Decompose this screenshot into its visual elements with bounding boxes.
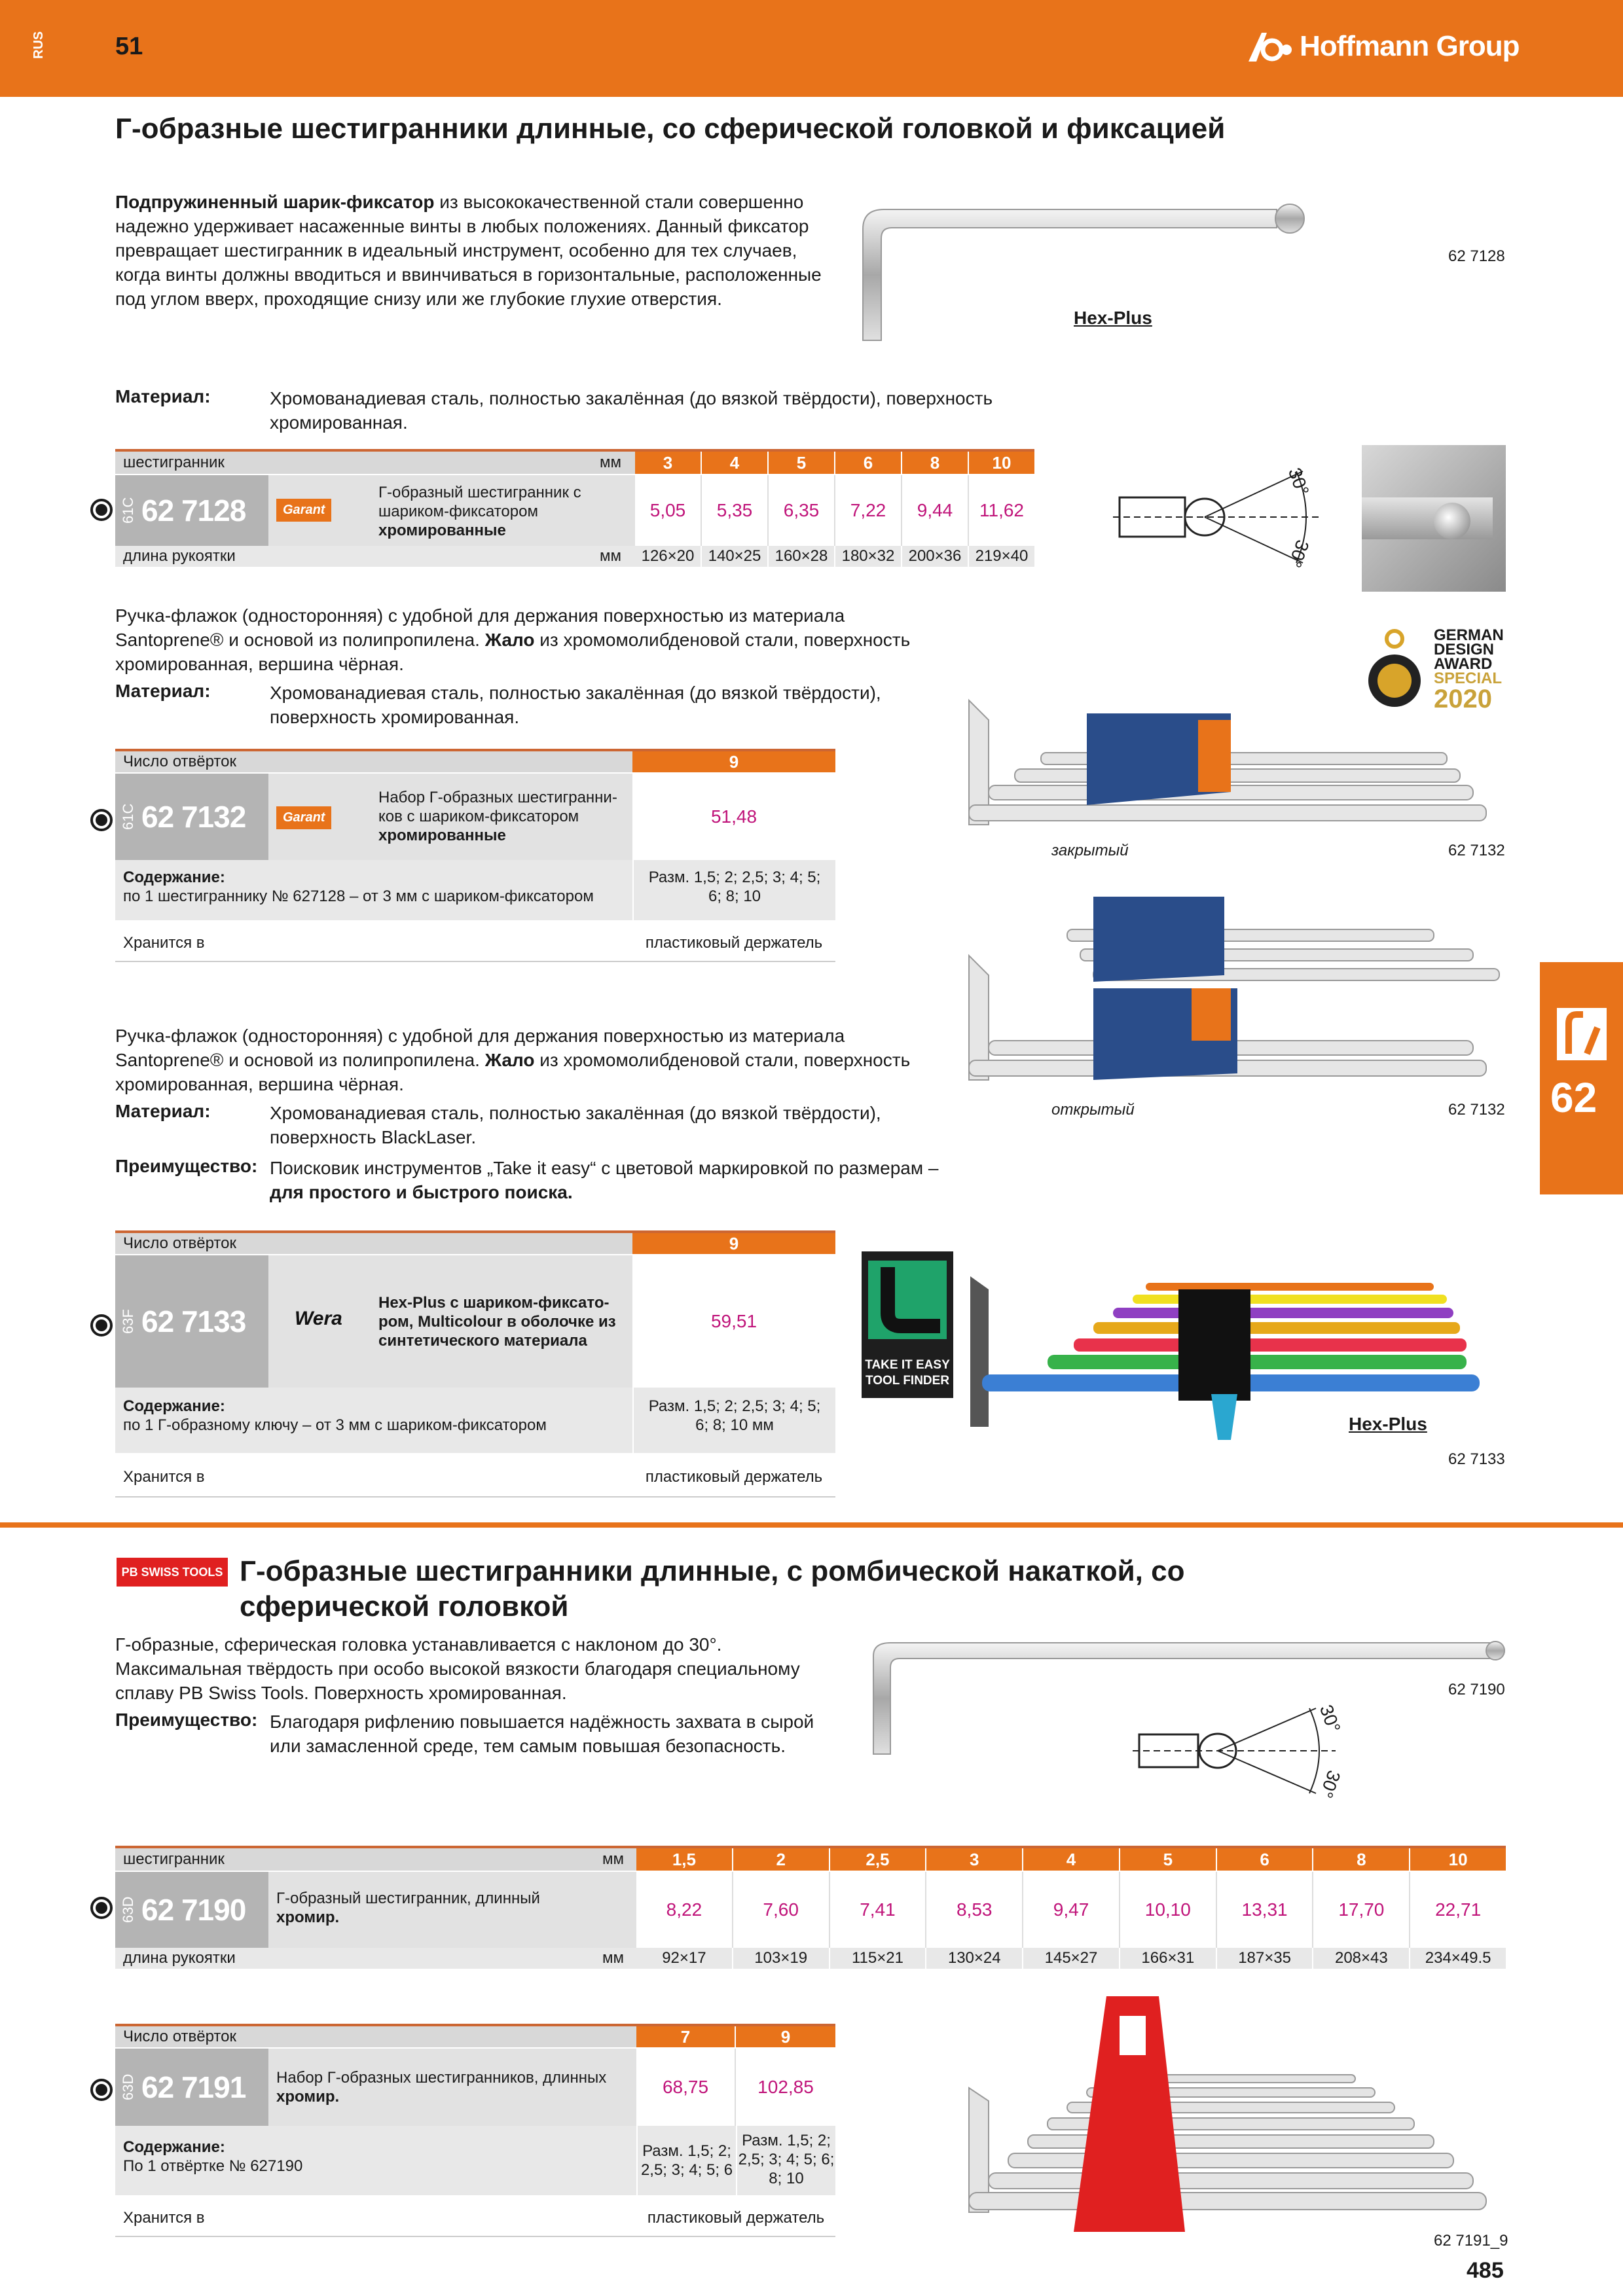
price-row [635,475,1034,546]
ball-detail-photo [1362,445,1506,592]
sizes-line: 2,5; 3; 4; 5; 6 [640,2161,733,2179]
article-description [378,483,581,540]
page-number-left: 51 [115,33,143,60]
table-header-label: шестигранник [115,1848,636,1871]
article-code-block [115,774,268,860]
brand-name: Hoffmann Group [1300,30,1520,62]
text-span: из хромомолибденовой стали, поверхность [534,1050,911,1070]
page-number-right: 485 [1467,2258,1504,2283]
award-line: SPECIAL [1434,670,1503,687]
length-cell: 103×19 [733,1948,830,1969]
award-line: DESIGN [1434,641,1495,658]
size-header: 3 [635,452,702,474]
sizes-line: 6; 8; 10 мм [695,1416,774,1434]
size-header: 8 [902,452,969,474]
set7133-description [115,1024,966,1096]
size-header: 2,5 [830,1848,927,1871]
price-cell: 5,05 [635,475,702,546]
caption-open: открытый [1051,1101,1135,1119]
desc-line: Г-образный шестигранник, длинный [276,1890,540,1907]
table-unit: мм [602,1850,624,1868]
length-cell: 126×20 [635,546,702,567]
storage-label-cell [115,1456,632,1498]
size-header: 6 [1217,1848,1314,1871]
content-text: по 1 Г-образному ключу – от 3 мм с шариком-фиксатором [123,1416,547,1434]
finder-line: TAKE IT EASY [865,1358,950,1372]
text-line: Максимальная твёрдость при особо высокой вязкости благодаря специальному [115,1659,800,1679]
text-span: из хромомолибденовой стали, поверхность [534,630,911,650]
desc-line: хромир. [276,2088,340,2106]
length-cell: 208×43 [1313,1948,1410,1969]
size-header: 3 [926,1848,1023,1871]
size-header: 2 [733,1848,830,1871]
article-code-block [115,475,268,546]
wrench-icon [1557,1008,1607,1060]
length-label: длина рукоятки [115,1948,636,1969]
hexplus-logo: Hex-Plus [1074,308,1152,328]
select-radio-627190[interactable] [90,1897,113,1919]
award-line: 2020 [1434,685,1492,713]
language-code: RUS [31,31,46,59]
content-cell [115,1388,632,1453]
angle-label-top: 30° [1315,1702,1345,1736]
count-label: Число отвёрток [115,2026,636,2047]
storage-label: Хранится в [123,1468,205,1486]
length-cell: 115×21 [830,1948,927,1969]
length-cell: 200×36 [902,546,969,567]
desc-line: Hex-Plus с шариком-фиксато- [378,1294,610,1312]
sizes-line: 6; 8; 10 [708,888,761,905]
article-code[interactable]: 62 7132 [141,800,246,834]
price-cell: 6,35 [769,475,835,546]
length-unit: мм [600,547,621,565]
section-title: Г-образные шестигранники длинные, со сферической головкой и фиксацией [115,113,1226,145]
code-prefix: 63D [120,2073,136,2100]
advantage-text [270,1156,990,1204]
length-cell: 130×24 [926,1948,1023,1969]
select-radio-627128[interactable] [90,499,113,521]
set7132-description [115,603,966,676]
code-prefix: 61C [120,803,136,830]
size-header-row [635,452,1034,474]
photo-ball [1434,503,1470,539]
text-bold: Жало [479,1050,535,1070]
article-code-block [115,2049,268,2126]
storage-label: Хранится в [123,2209,205,2227]
storage-value: пластиковый держатель [647,2209,825,2227]
storage-label: Хранится в [123,934,205,952]
length-cell: 219×40 [975,547,1029,565]
article-description-cell [268,2049,636,2126]
size-header: 1,5 [636,1848,733,1871]
material-text [270,681,990,729]
length-row [636,1948,1506,1969]
garant-logo: Garant [276,806,331,829]
award-line: AWARD [1434,655,1493,673]
price-cell: 10,10 [1120,1872,1217,1948]
desc-line: хромир. [276,1909,340,1926]
price-cell: 8,22 [636,1872,733,1948]
price-cell: 7,60 [733,1872,830,1948]
article-description-cell [268,774,632,860]
price-cell: 7,22 [835,475,902,546]
hex-key-icon [868,1261,947,1339]
hexplus-logo: Hex-Plus [1349,1414,1427,1434]
size-header: 6 [835,452,902,474]
angle-diagram-2 [1126,1695,1342,1806]
table-unit: мм [600,454,621,471]
caption-closed: закрытый [1051,842,1129,859]
storage-value: пластиковый держатель [645,934,823,952]
title-line: Г-образные шестигранники длинные, с ромбической накаткой, со [240,1555,1185,1587]
price-row [636,1872,1506,1948]
advantage-label: Преимущество: [115,1156,258,1176]
text-line: Ручка-флажок (односторонняя) с удобной для держания поверхностью из материала [115,605,845,626]
length-unit: мм [602,1949,624,1967]
image-code-627133: 62 7133 [1448,1450,1505,1468]
price-cell: 68,75 [636,2049,736,2126]
article-description [276,2068,606,2106]
text-line: Хромованадиевая сталь, полностью закалённая (до вязкой твёрдости), [270,683,881,703]
content-cell [115,2126,636,2195]
table-header-label: шестигранник [115,452,635,474]
desc-line: синтетического материала [378,1332,587,1350]
desc-line: хромированные [378,522,506,539]
text-line: Поисковик инструментов „Take it easy“ с цветовой маркировкой по размерам – [270,1158,939,1178]
tool-finder-text [862,1357,953,1389]
angle-label-top: 30° [1284,465,1313,499]
price-cell: 13,31 [1217,1872,1314,1948]
article-code[interactable]: 62 7190 [141,1893,246,1927]
text-line: Ручка-флажок (односторонняя) с удобной для держания поверхностью из материала [115,1026,845,1046]
table-627132 [115,749,835,983]
price-cell: 59,51 [710,1311,757,1331]
advantage-text [270,1710,924,1758]
article-description [276,1889,540,1927]
hoffmann-logo-icon [1247,30,1293,63]
price-cell: 9,44 [902,475,969,546]
code-prefix: 63D [120,1896,136,1923]
price-cell: 5,35 [702,475,769,546]
count-header: 7 [636,2026,736,2047]
award-line: GERMAN [1434,626,1504,644]
material-text [270,1101,990,1149]
price-cell: 9,47 [1023,1872,1120,1948]
title-line: сферической головкой [240,1590,569,1623]
sizes-line: Разм. 1,5; 2; 2,5; 3; 4; 5; [648,1397,821,1415]
price-cell: 8,53 [926,1872,1023,1948]
brand-logo [1247,30,1520,63]
size-header-row [636,1848,1506,1871]
intro-bold: Подпружиненный шарик-фиксатор [115,192,435,212]
price-cell: 102,85 [757,2077,814,2097]
angle-label-bottom: 30° [1284,537,1313,571]
article-description-cell [268,1255,632,1388]
desc-line: Набор Г-образных шестигранников, длинных [276,2069,607,2087]
intro-paragraph [115,190,835,311]
content-text: по 1 шестиграннику № 627128 – от 3 мм с шариком-фиксатором [123,888,594,905]
size-header: 10 [1410,1848,1506,1871]
select-radio-627191[interactable] [90,2079,113,2101]
price-cell: 11,62 [979,500,1024,520]
desc-line: ков с шариком-фиксатором [378,808,579,825]
image-code-627132: 62 7132 [1448,842,1505,859]
image-code-627128: 62 7128 [1448,247,1505,265]
material-label: Материал: [115,1101,211,1121]
garant-logo: Garant [276,499,331,522]
sizes-line: Разм. 1,5; 2; [642,2142,731,2160]
price-cell: 51,48 [710,806,757,827]
article-code[interactable]: 62 7128 [141,493,246,528]
price-cell: 7,41 [830,1872,927,1948]
sizes-cell [636,2126,736,2195]
storage-value-cell [632,1456,835,1498]
table-627190 [115,1846,1506,1970]
content-label: Содержание: [123,2138,225,2156]
content-label: Содержание: [123,1397,225,1415]
storage-label-cell [115,2198,636,2237]
chapter-side-tab[interactable] [1540,962,1623,1194]
desc-line: Г-образный шестигранник с [378,484,581,501]
price-cell: 17,70 [1313,1872,1410,1948]
text-span: Santoprene® и основой из полипропилена. [115,1050,480,1070]
section2-paragraph [115,1632,901,1705]
text-line: Г-образные, сферическая головка устанавливается с наклоном до 30°. [115,1634,722,1655]
section-divider [0,1522,1623,1528]
text-line: для простого и быстрого поиска. [270,1182,573,1202]
count-header: 9 [632,1233,835,1254]
pb-set-image [962,1990,1506,2238]
text-line: Благодаря рифлению повышается надёжность захвата в сырой [270,1712,814,1732]
image-code-627190: 62 7190 [1448,1681,1505,1698]
text-line: сплаву PB Swiss Tools. Поверхность хромированная. [115,1683,567,1703]
table-627133 [115,1230,835,1509]
article-code[interactable]: 62 7191 [141,2070,246,2104]
tool-finder-badge [862,1251,953,1398]
advantage-label: Преимущество: [115,1710,258,1730]
length-cell: 187×35 [1217,1948,1314,1969]
length-cell: 180×32 [835,546,902,567]
size-header: 5 [769,452,835,474]
content-text: По 1 отвёртке № 627190 [123,2157,303,2175]
angle-label-bottom: 30° [1315,1767,1345,1801]
text-line: хромированная, вершина чёрная. [115,1074,404,1094]
length-cell: 160×28 [769,546,835,567]
pb-swiss-tools-logo: PB SWISS TOOLS [117,1558,228,1587]
storage-value: пластиковый держатель [645,1468,823,1486]
article-description-cell [268,1872,636,1948]
length-cell: 166×31 [1120,1948,1217,1969]
size-header: 4 [702,452,769,474]
table-627191 [115,2024,835,2240]
hex-key-image [845,190,1453,353]
sizes-cell [736,2126,835,2195]
image-code-627132-open: 62 7132 [1448,1101,1505,1119]
length-cell: 234×49.5 [1425,1949,1491,1967]
text-line: хромированная, вершина чёрная. [115,654,404,674]
sizes-cell [632,1388,835,1453]
article-description [378,788,617,845]
select-radio-627132[interactable] [90,809,113,831]
code-prefix: 61C [120,497,136,524]
sizes-line: 2,5; 3; 4; 5; 6; [738,2151,835,2168]
length-cell: 140×25 [702,546,769,567]
photo-shank [1362,497,1493,539]
count-header: 9 [632,751,835,772]
storage-label-cell [115,923,632,962]
intro-text: из высококачественной стали совершенно надежно удерживает насаженные винты в любых положениях. Данный фиксатор превращает шестигранник в идеальный инструмент, особенно для тех случаев, когда винты должны вводиться и ввинчиваться в горизонтальные, расположенные под углом вверх, проходящие снизу или же глубокие глухие отверстия. [115,192,822,309]
text-bold: Жало [479,630,535,650]
price-cell: 22,71 [1435,1899,1482,1920]
desc-line: хромированные [378,827,506,844]
set-closed-image [962,661,1506,838]
desc-line: Набор Г-образных шестигранни- [378,789,617,806]
code-prefix: 63F [120,1309,136,1334]
size-header: 5 [1120,1848,1217,1871]
length-cell: 92×17 [636,1948,733,1969]
finder-line: TOOL FINDER [865,1374,950,1388]
length-label: длина рукоятки [115,546,635,567]
length-cell: 145×27 [1023,1948,1120,1969]
article-description-cell [268,475,635,546]
table-627128 [115,449,1034,567]
set-open-image [962,890,1506,1093]
material-label: Материал: [115,681,211,701]
sizes-line: 8; 10 [769,2170,804,2187]
section2-title [240,1554,1222,1624]
count-label: Число отвёрток [115,1233,632,1254]
chapter-number: 62 [1550,1074,1597,1121]
text-line: Хромованадиевая сталь, полностью закалённая (до вязкой твёрдости), [270,1103,881,1123]
material-label: Материал: [115,386,211,406]
sizes-cell [632,860,835,920]
size-header: 4 [1023,1848,1120,1871]
content-label: Содержание: [123,869,225,886]
desc-line: шариком-фиксатором [378,503,538,520]
article-code-block [115,1872,268,1948]
text-span: Santoprene® и основой из полипропилена. [115,630,480,650]
sizes-line: Разм. 1,5; 2; 2,5; 3; 4; 5; [648,869,821,886]
desc-line: ром, Multicolour в оболочке из [378,1313,616,1331]
content-cell [115,860,632,920]
length-row [635,546,1034,567]
storage-value-cell [632,923,835,962]
image-code-627191: 62 7191_9 [1434,2232,1508,2250]
count-label: Число отвёрток [115,751,632,772]
size-header: 10 [969,452,1034,474]
article-code-block [115,1255,268,1388]
count-header: 9 [736,2026,835,2047]
sizes-line: Разм. 1,5; 2; [742,2132,831,2149]
article-description [378,1293,616,1350]
text-line: или замасленной среде, тем самым повышая безопасность. [270,1736,786,1756]
material-text: Хромованадиевая сталь, полностью закалённая (до вязкой твёрдости), поверхность хромированная. [270,388,993,433]
wera-logo: Wera [295,1308,342,1329]
text-line: поверхность хромированная. [270,707,520,727]
article-code[interactable]: 62 7133 [141,1304,246,1338]
storage-value-cell [636,2198,835,2237]
select-radio-627133[interactable] [90,1314,113,1336]
size-header: 8 [1313,1848,1410,1871]
text-line: поверхность BlackLaser. [270,1127,477,1147]
